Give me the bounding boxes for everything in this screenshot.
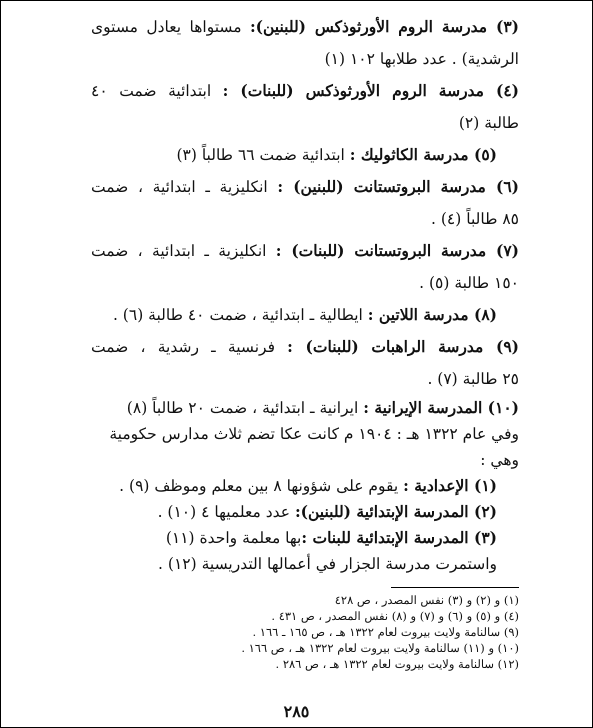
line-text: ابتدائية ضمت ٤٠ (91, 82, 223, 100)
footnote: (٩) سالنامة ولايت بيروت لعام ١٣٢٢ هـ ، ص ١٦٥ ـ ١٦٦ . (252, 625, 519, 639)
line-text: ايطالية ـ ابتدائية ، ضمت ٤٠ طالبة (٦) . (112, 306, 368, 324)
text-line (91, 473, 519, 499)
footnote: (١٢) سالنامة ولايت بيروت لعام ١٣٢٢ هـ ، ص ٢٨٦ . (275, 657, 519, 671)
text-line (91, 499, 519, 525)
text-line (91, 107, 519, 139)
text-line (91, 551, 519, 577)
footnote: (١٠) و (١١) سالنامة ولايت بيروت لعام ١٣٢٢ هـ ، ص ١٦٦ . (241, 641, 519, 655)
line-text: عدد معلميها ٤ (١٠) . (157, 503, 295, 521)
line-text: الرشدية) . عدد طلابها ١٠٢ (١) (324, 50, 519, 68)
school-heading: (١) الإعدادية : (403, 476, 497, 495)
text-line (91, 525, 519, 551)
text-line (91, 363, 519, 395)
footnote: (١) و (٢) و (٣) نفس المصدر ، ص ٤٢٨ (334, 593, 519, 607)
footnotes (201, 592, 519, 672)
line-text: مستواها يعادل مستوى (91, 18, 250, 36)
school-heading: (٣) المدرسة الإبتدائية للبنات : (301, 528, 497, 547)
page-number: ٢٨٥ (283, 702, 310, 721)
text-line (91, 267, 519, 299)
text-line (91, 203, 519, 235)
school-heading: (٧) مدرسة البروتستانت (للبنات) : (275, 241, 519, 260)
text-line (91, 421, 519, 447)
school-heading: (٤) مدرسة الروم الأورثوذكس (للبنات) : (222, 81, 519, 100)
line-text: ايرانية ـ ابتدائية ، ضمت ٢٠ طالباً (٨) (126, 399, 364, 417)
line-text: فرنسية ـ رشدية ، ضمت (91, 338, 288, 356)
line-text: طالبة (٢) (458, 114, 519, 132)
footnote: (٤) و (٥) و (٦) و (٧) و (٨) نفس المصدر ، ص ٤٣١ . (271, 609, 519, 623)
text-line (91, 43, 519, 75)
school-heading: (٦) مدرسة البروتستانت (للبنين) : (277, 177, 519, 196)
school-heading: (٨) مدرسة اللاتين : (367, 305, 497, 324)
text-line (91, 171, 519, 203)
school-heading: (٥) مدرسة الكاثوليك : (349, 145, 497, 164)
school-heading: (٢) المدرسة الإبتدائية (للبنين): (294, 502, 497, 521)
text-line (91, 139, 519, 171)
line-text: ابتدائية ضمت ٦٦ طالباً (٣) (176, 146, 350, 164)
text-line (91, 299, 519, 331)
text-line (91, 75, 519, 107)
text-line (91, 235, 519, 267)
line-text: ٢٥ طالبة (٧) . (427, 370, 519, 388)
line-text: وفي عام ١٣٢٢ هـ : ١٩٠٤ م كانت عكا تضم ثلاث مدارس حكومية (109, 425, 519, 443)
text-line (91, 331, 519, 363)
school-heading: (٣) مدرسة الروم الأورثوذكس (للبنين): (249, 17, 519, 36)
line-text: ٨٥ طالباً (٤) . (431, 210, 519, 228)
school-heading: (١٠) المدرسة الإيرانية : (363, 398, 519, 417)
text-line (91, 11, 519, 43)
line-text: واستمرت مدرسة الجزار في أعمالها التدريسية (١٢) . (158, 555, 497, 573)
line-text: انكليزية ـ ابتدائية ، ضمت (91, 242, 276, 260)
line-text: ١٥٠ طالبة (٥) . (419, 274, 519, 292)
line-text: انكليزية ـ ابتدائية ، ضمت (91, 178, 278, 196)
body-text (91, 11, 519, 577)
line-text: وهي : (480, 451, 519, 469)
footnote-divider (391, 587, 519, 588)
line-text: يقوم على شؤونها ٨ بين معلم وموظف (٩) . (119, 477, 404, 495)
text-line (91, 395, 519, 421)
text-line (91, 447, 519, 473)
school-heading: (٩) مدرسة الراهبات (للبنات) : (287, 337, 519, 356)
line-text: بها معلمة واحدة (١١) (165, 529, 302, 547)
